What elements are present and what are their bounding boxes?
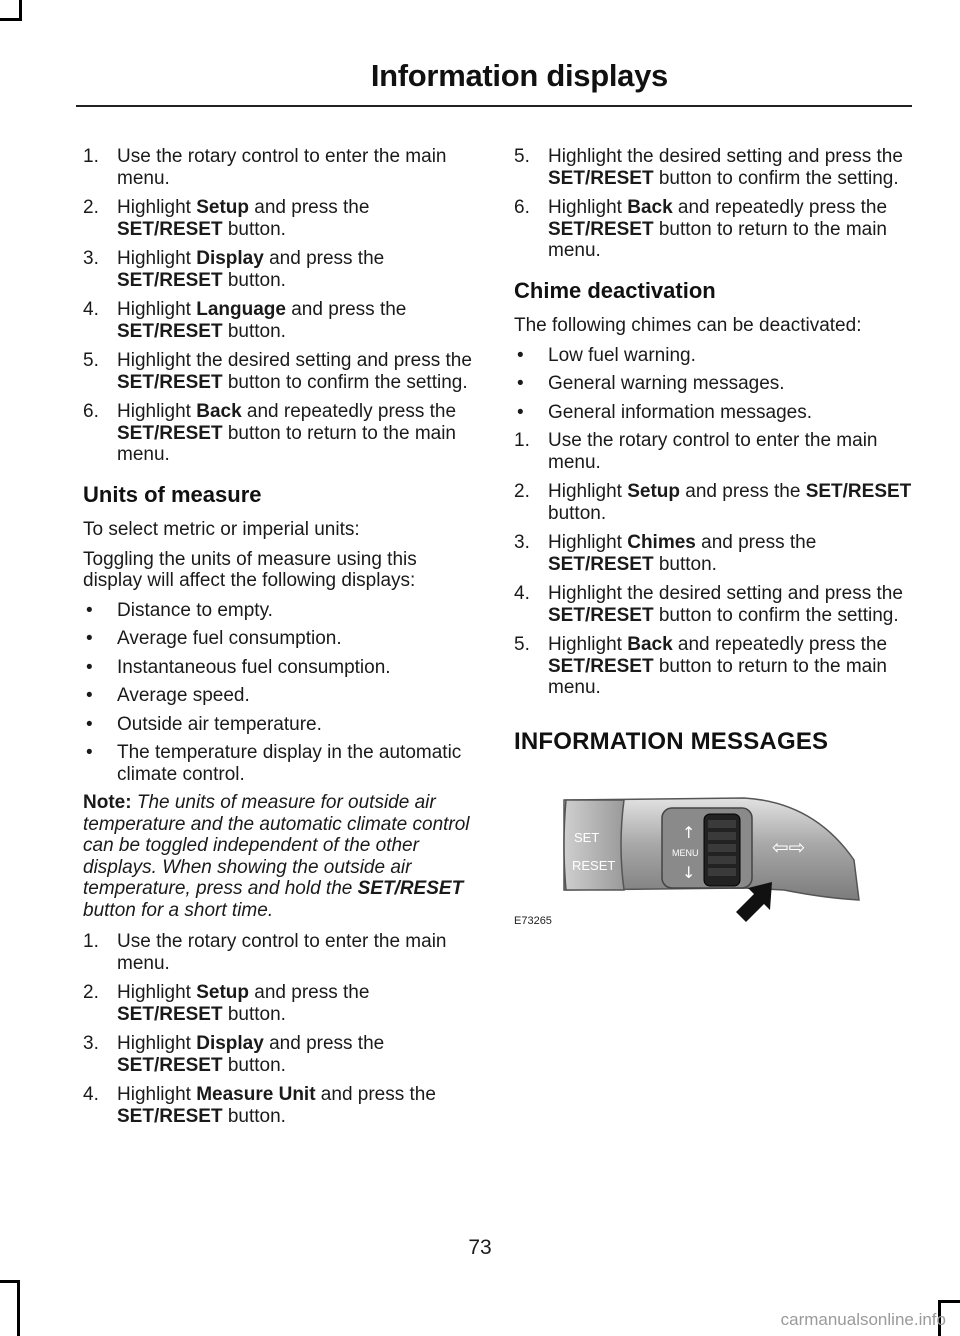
- list-item: 4. Highlight Measure Unit and press the SET/RESET button.: [83, 1084, 436, 1127]
- list-item: 3. Highlight Display and press the SET/RESET button.: [83, 248, 385, 291]
- right-column: [514, 146, 912, 950]
- list-item: 4. Highlight the desired setting and press the SET/RESET button to confirm the setting.: [514, 583, 903, 626]
- paragraph: To select metric or imperial units:: [83, 519, 360, 540]
- paragraph: The following chimes can be deactivated:: [514, 315, 862, 336]
- bullet-list: [83, 600, 478, 786]
- section-heading: Chime deactivation: [514, 277, 716, 303]
- page-title: Information displays: [370, 58, 668, 93]
- list-item: 5. Highlight the desired setting and press the SET/RESET button to confirm the setting.: [83, 350, 472, 393]
- list-item: • Instantaneous fuel consumption.: [86, 656, 391, 678]
- stalk-end-cap: [564, 800, 624, 890]
- list-item: • Low fuel warning.: [517, 344, 696, 366]
- list-item: • Average fuel consumption.: [86, 628, 342, 649]
- list-item: 2. Highlight Setup and press the SET/RESET button.: [83, 197, 370, 240]
- numbered-list: [514, 430, 912, 699]
- stalk-illustration: [514, 770, 912, 950]
- list-item: • Average speed.: [86, 685, 250, 706]
- list-item: 1. Use the rotary control to enter the main menu.: [83, 146, 447, 189]
- list-item: • Outside air temperature.: [86, 713, 322, 735]
- menu-label: MENU: [672, 848, 699, 858]
- numbered-list: [514, 146, 912, 262]
- list-item: 6. Highlight Back and repeatedly press the SET/RESET button to return to the main menu.: [83, 401, 457, 465]
- section-heading: Units of measure: [83, 481, 262, 507]
- list-item: 1. Use the rotary control to enter the main menu.: [514, 430, 878, 473]
- paragraph: Toggling the units of measure using this display will affect the following displays:: [83, 548, 417, 591]
- list-item: 5. Highlight Back and repeatedly press the SET/RESET button to return to the main menu.: [514, 634, 888, 698]
- set-label: SET: [574, 830, 600, 845]
- section-title: INFORMATION MESSAGES: [514, 727, 829, 755]
- down-arrow: ↓: [682, 863, 696, 882]
- list-item: 3. Highlight Display and press the SET/RESET button.: [83, 1033, 385, 1076]
- list-item: • General warning messages.: [517, 373, 785, 394]
- list-item: 1. Use the rotary control to enter the main menu.: [83, 931, 447, 974]
- list-item: 3. Highlight Chimes and press the SET/RESET button.: [514, 532, 817, 575]
- list-item: • Distance to empty.: [86, 599, 273, 621]
- stalk-svg: [514, 770, 912, 950]
- figure-code: E73265: [514, 914, 552, 927]
- crop-mark: [17, 1280, 20, 1336]
- up-arrow: ↑: [682, 823, 696, 842]
- reset-label: RESET: [572, 858, 616, 873]
- turn-signal-icon: ⇦⇨: [772, 835, 806, 859]
- list-item: • The temperature display in the automatic climate control.: [86, 742, 462, 785]
- list-item: 4. Highlight Language and press the SET/RESET button.: [83, 299, 407, 342]
- bullet-list: [514, 345, 912, 424]
- list-item: 5. Highlight the desired setting and press the SET/RESET button to confirm the setting.: [514, 146, 903, 189]
- left-column: [83, 146, 478, 1135]
- header-divider: [76, 105, 912, 107]
- page-number: 73: [468, 1236, 492, 1259]
- list-item: 2. Highlight Setup and press the SET/RESET button.: [83, 982, 370, 1025]
- numbered-list: [83, 931, 478, 1127]
- crop-mark: [19, 0, 22, 20]
- list-item: • General information messages.: [517, 401, 813, 423]
- list-item: 2. Highlight Setup and press the SET/RESET button.: [514, 481, 912, 524]
- crop-mark: [938, 1300, 960, 1303]
- note: Note: The units of measure for outside air temperature and the automatic climate control can be toggled independent of the other displays. When showing the outside air temperature, press and hold the SET/RESET button for a short time.: [83, 792, 470, 921]
- watermark: carmanualsonline.info: [780, 1310, 946, 1329]
- numbered-list: [83, 146, 478, 466]
- list-item: 6. Highlight Back and repeatedly press the SET/RESET button to return to the main menu.: [514, 197, 888, 261]
